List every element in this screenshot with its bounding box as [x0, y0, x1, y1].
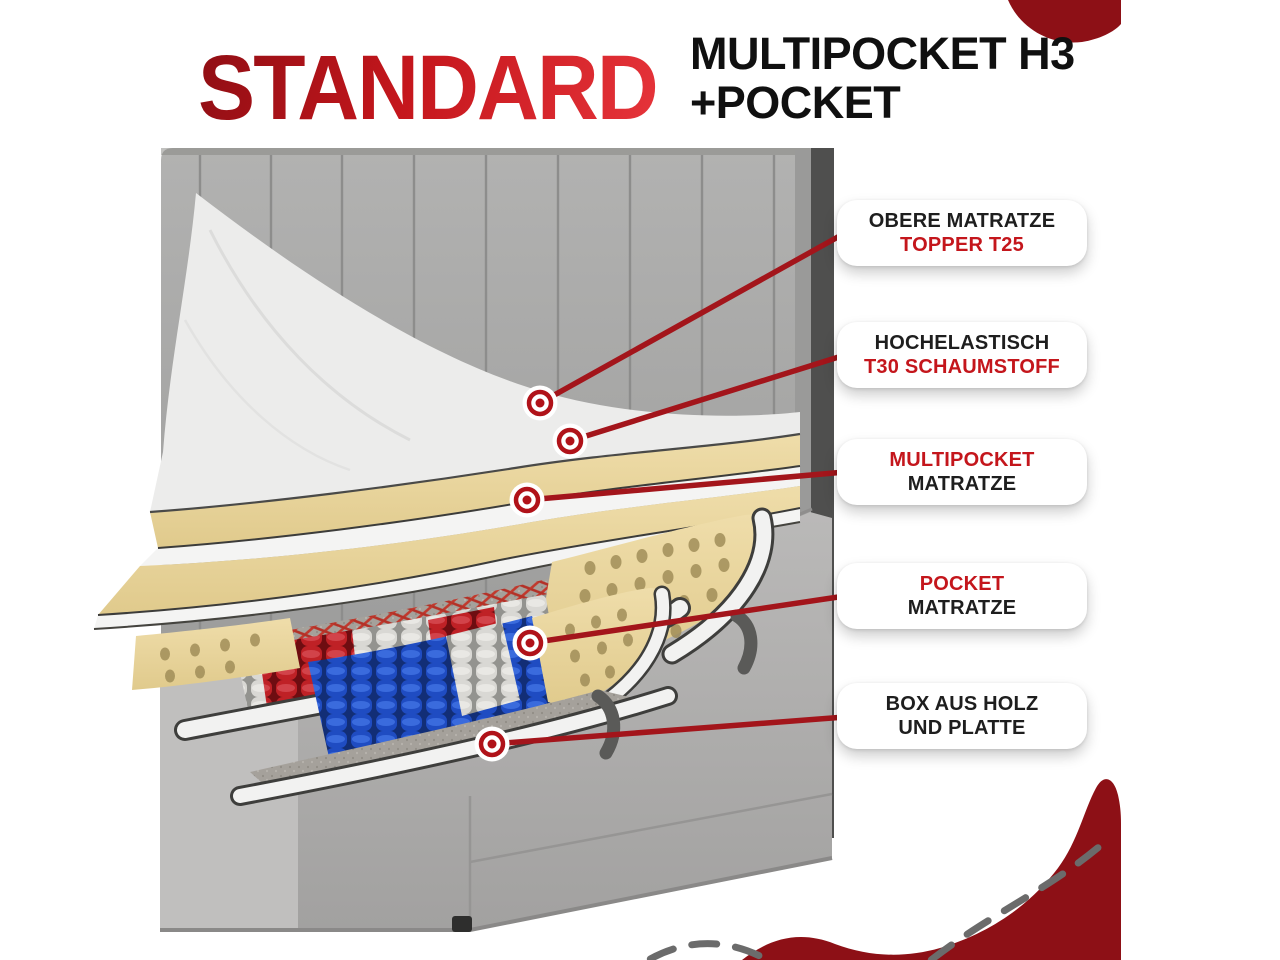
box-foot — [452, 916, 472, 932]
callout-line2: MATRATZE — [907, 596, 1017, 619]
target-marker-pocket — [513, 626, 548, 661]
callout-line2: MATRATZE — [907, 472, 1017, 495]
callout-hochelastisch — [837, 322, 1087, 388]
callout-line1: OBERE MATRATZE — [868, 209, 1056, 232]
subtitle-line1: MULTIPOCKET H3 — [690, 28, 1075, 79]
callout-box — [837, 683, 1087, 749]
target-marker-schaumstoff — [553, 424, 588, 459]
callout-line2: TOPPER T25 — [900, 233, 1024, 256]
target-marker-box — [475, 727, 510, 762]
target-marker-multipocket — [510, 483, 545, 518]
callout-multipocket-matratze — [837, 439, 1087, 505]
callout-pocket-matratze — [837, 563, 1087, 629]
callout-line1: HOCHELASTISCH — [874, 331, 1050, 354]
subtitle-line2: +POCKET — [690, 76, 901, 128]
callout-line2: T30 SCHAUMSTOFF — [864, 355, 1060, 378]
target-marker-topper — [523, 386, 558, 421]
callout-line1: MULTIPOCKET — [889, 448, 1035, 471]
callout-obere-matratze — [837, 200, 1087, 266]
callout-line1: POCKET — [919, 572, 1005, 595]
callout-line1: BOX AUS HOLZ — [885, 692, 1039, 715]
callout-line2: UND PLATTE — [898, 716, 1026, 739]
page-subtitle — [690, 30, 1075, 127]
page-title: STANDARD — [198, 37, 657, 139]
